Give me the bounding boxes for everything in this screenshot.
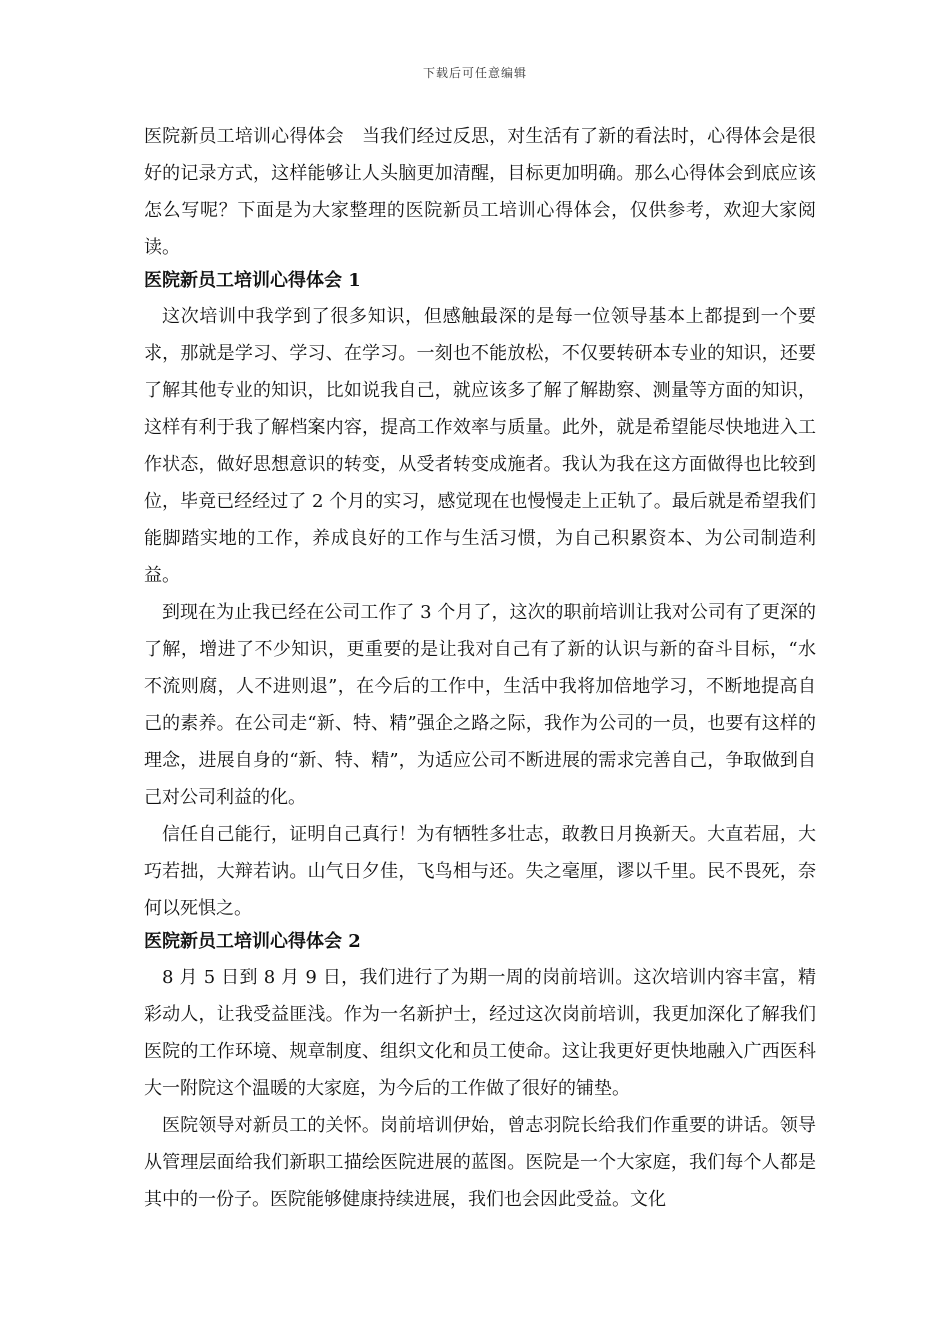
page-header: 下载后可任意编辑	[422, 66, 527, 80]
paragraph: 8 月 5 日到 8 月 9 日，我们进行了为期一周的岗前培训。这次培训内容丰富，精彩动人，让我受益匪浅。作为一名新护士，经过这次岗前培训，我更加深化了解我们医院的工作环境、规章制度、组织文化和员工使命。这让我更好更快地融入广西医科大一附院这个温暖的大家庭，为今后的工作做了很好的铺垫。	[144, 967, 816, 1099]
intro-paragraph: 医院新员工培训心得体会 当我们经过反思，对生活有了新的看法时，心得体会是很好的记录方式，这样能够让人头脑更加清醒，目标更加明确。那么心得体会到底应该怎么写呢？下面是为大家整理的医院新员工培训心得体会，仅供参考，欢迎大家阅读。	[144, 126, 816, 258]
paragraph: 医院领导对新员工的关怀。岗前培训伊始，曾志羽院长给我们作重要的讲话。领导从管理层面给我们新职工描绘医院进展的蓝图。医院是一个大家庭，我们每个人都是其中的一份子。医院能够健康持续进展，我们也会因此受益。文化	[144, 1115, 816, 1210]
section-heading: 医院新员工培训心得体会 2	[144, 931, 361, 952]
paragraph: 信任自己能行，证明自己真行！为有牺牲多壮志，敢教日月换新天。大直若屈，大巧若拙，大辩若讷。山气日夕佳，飞鸟相与还。失之毫厘，谬以千里。民不畏死，奈何以死惧之。	[144, 824, 816, 919]
paragraph: 到现在为止我已经在公司工作了 3 个月了，这次的职前培训让我对公司有了更深的了解，增进了不少知识，更重要的是让我对自己有了新的认识与新的奋斗目标，“水不流则腐，人不进则退”，在今后的工作中，生活中我将加倍地学习，不断地提高自己的素养。在公司走“新、特、精”强企之路之际，我作为公司的一员，也要有这样的理念，进展自身的“新、特、精”，为适应公司不断进展的需求完善自己，争取做到自己对公司利益的化。	[144, 602, 816, 808]
section-2	[144, 927, 816, 1218]
document-body	[144, 118, 816, 1218]
section-1	[144, 266, 816, 927]
paragraph: 这次培训中我学到了很多知识，但感触最深的是每一位领导基本上都提到一个要求，那就是学习、学习、在学习。一刻也不能放松，不仅要转研本专业的知识，还要了解其他专业的知识，比如说我自己，就应该多了解了解勘察、测量等方面的知识，这样有利于我了解档案内容，提高工作效率与质量。此外，就是希望能尽快地进入工作状态，做好思想意识的转变，从受者转变成施者。我认为我在这方面做得也比较到位，毕竟已经经过了 2 个月的实习，感觉现在也慢慢走上正轨了。最后就是希望我们能脚踏实地的工作，养成良好的工作与生活习惯，为自己积累资本、为公司制造利益。	[144, 306, 816, 586]
section-heading: 医院新员工培训心得体会 1	[144, 270, 361, 291]
